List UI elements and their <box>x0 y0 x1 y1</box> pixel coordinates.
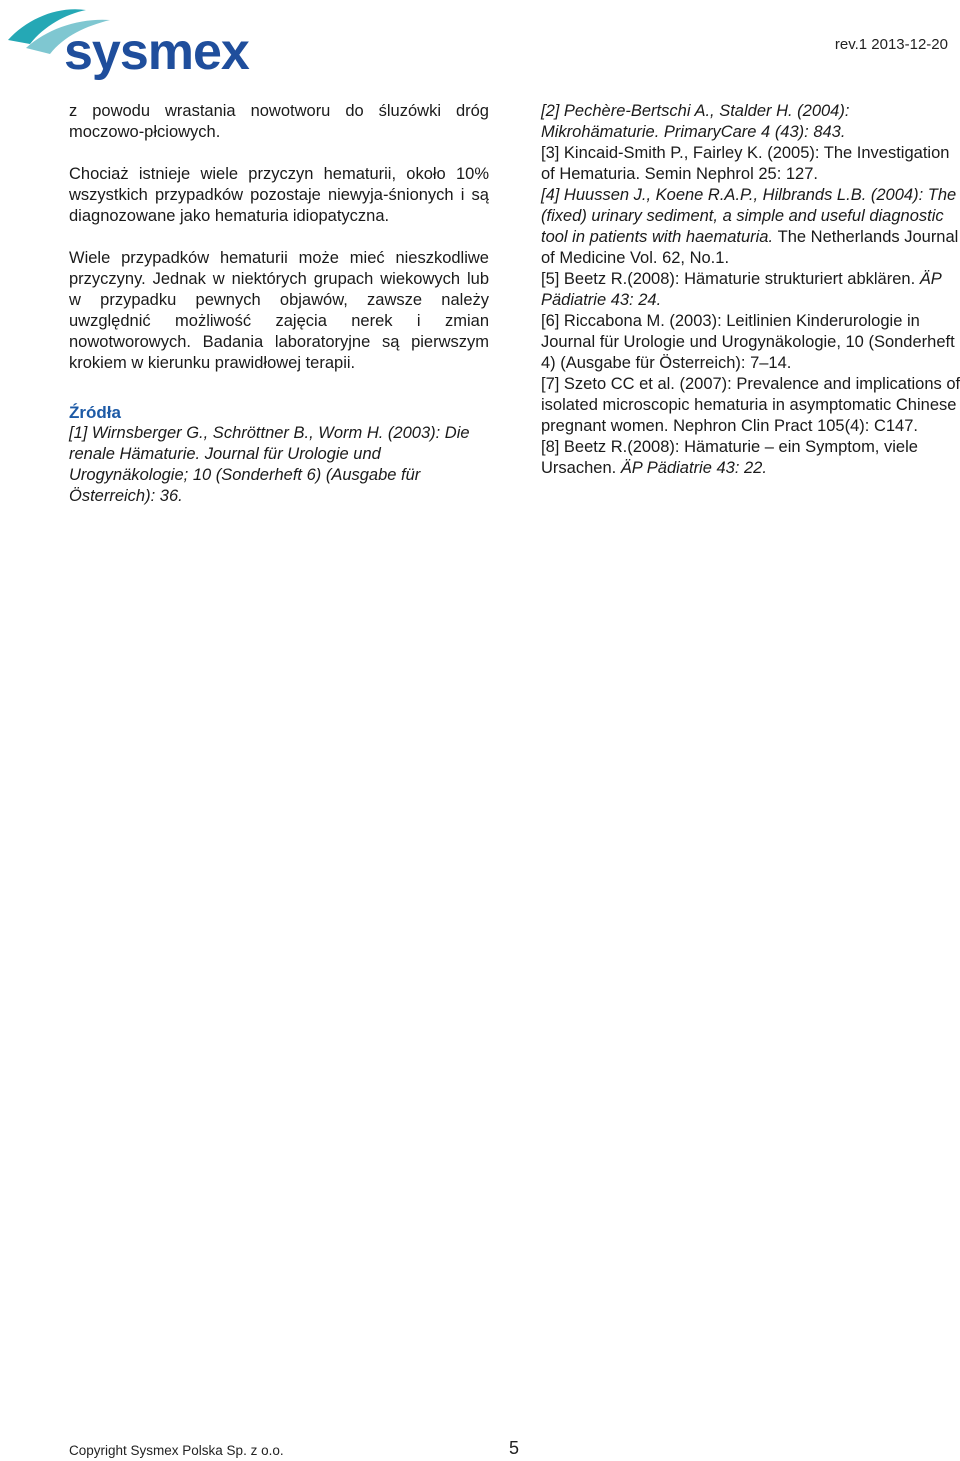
right-column <box>541 101 960 479</box>
reference-journal: ÄP Pädiatrie 43: 24. <box>541 270 942 309</box>
reference-part: [5] Beetz R.(2008): Hämaturie strukturiert abklären. <box>541 270 920 288</box>
sources-heading: Źródła <box>69 403 121 422</box>
paragraph: z powodu wrastania nowotworu do śluzówki dróg moczowo-płciowych. <box>69 102 489 141</box>
reference-part: [4] Huussen J., Koene R.A.P., Hilbrands L.B. (2004): The (fixed) urinary sediment, a simple and useful diagnostic tool in patients with haematuria. <box>541 186 957 246</box>
reference-item <box>541 101 960 143</box>
sysmex-logo <box>6 4 249 81</box>
reference-item <box>69 423 489 507</box>
reference-part: [6] Riccabona M. (2003): Leitlinien Kinderurologie in Journal für Urologie und Urogynäkologie, 10 (Sonderheft 4) (Ausgabe für Österreich): 7–14. <box>541 312 955 372</box>
reference-journal: The Netherlands Journal of Medicine Vol. 62, No.1. <box>541 228 959 267</box>
paragraph: Chociaż istnieje wiele przyczyn hematurii, około 10% wszystkich przypadków pozostaje niewyja-śnionych i są diagnozowane jako hematuria idiopatyczna. <box>69 165 489 225</box>
logo-wordmark: sysmex <box>64 23 249 81</box>
page-number: 5 <box>509 1438 520 1458</box>
reference-item <box>541 143 960 185</box>
revision-label: rev.1 2013-12-20 <box>834 36 948 53</box>
paragraph: Wiele przypadków hematurii może mieć nieszkodliwe przyczyny. Jednak w niektórych grupach wiekowych lub w przypadku pewnych objawów, zawsze należy uwzględnić możliwość zajęcia nerek i zmian nowotworowych. Badania laboratoryjne są pierwszym krokiem w kierunku prawidłowej terapii. <box>69 249 489 372</box>
reference-journal: Journal für Urologie und Urogynäkologie; 10 (Sonderheft 6) (Ausgabe für Österreich): 36. <box>69 445 421 505</box>
reference-item <box>541 311 960 374</box>
reference-part: [7] Szeto CC et al. (2007): Prevalence and implications of isolated microscopic hematuria in asymptomatic Chinese pregnant women. <box>541 375 960 435</box>
reference-part: [2] Pechère-Bertschi A., Stalder H. (2004): Mikrohämaturie. <box>541 102 850 141</box>
reference-part: [1] Wirnsberger G., Schröttner B., Worm H. (2003): Die renale Hämaturie. <box>69 424 470 463</box>
reference-part: [8] Beetz R.(2008): Hämaturie – ein Symptom, viele Ursachen. <box>541 438 918 477</box>
reference-journal: Semin Nephrol 25: 127. <box>644 165 818 183</box>
reference-journal: Nephron Clin Pract 105(4): C147. <box>673 417 918 435</box>
reference-item <box>541 269 960 311</box>
reference-journal: ÄP Pädiatrie 43: 22. <box>620 459 767 477</box>
reference-item <box>541 437 960 479</box>
reference-item <box>541 185 960 269</box>
footer-copyright: Copyright Sysmex Polska Sp. z o.o. <box>69 1443 284 1458</box>
left-column <box>69 101 489 507</box>
reference-journal: PrimaryCare 4 (43): 843. <box>663 123 846 141</box>
reference-part: [3] Kincaid-Smith P., Fairley K. (2005): The Investigation of Hematuria. <box>541 144 950 183</box>
reference-item <box>541 374 960 437</box>
